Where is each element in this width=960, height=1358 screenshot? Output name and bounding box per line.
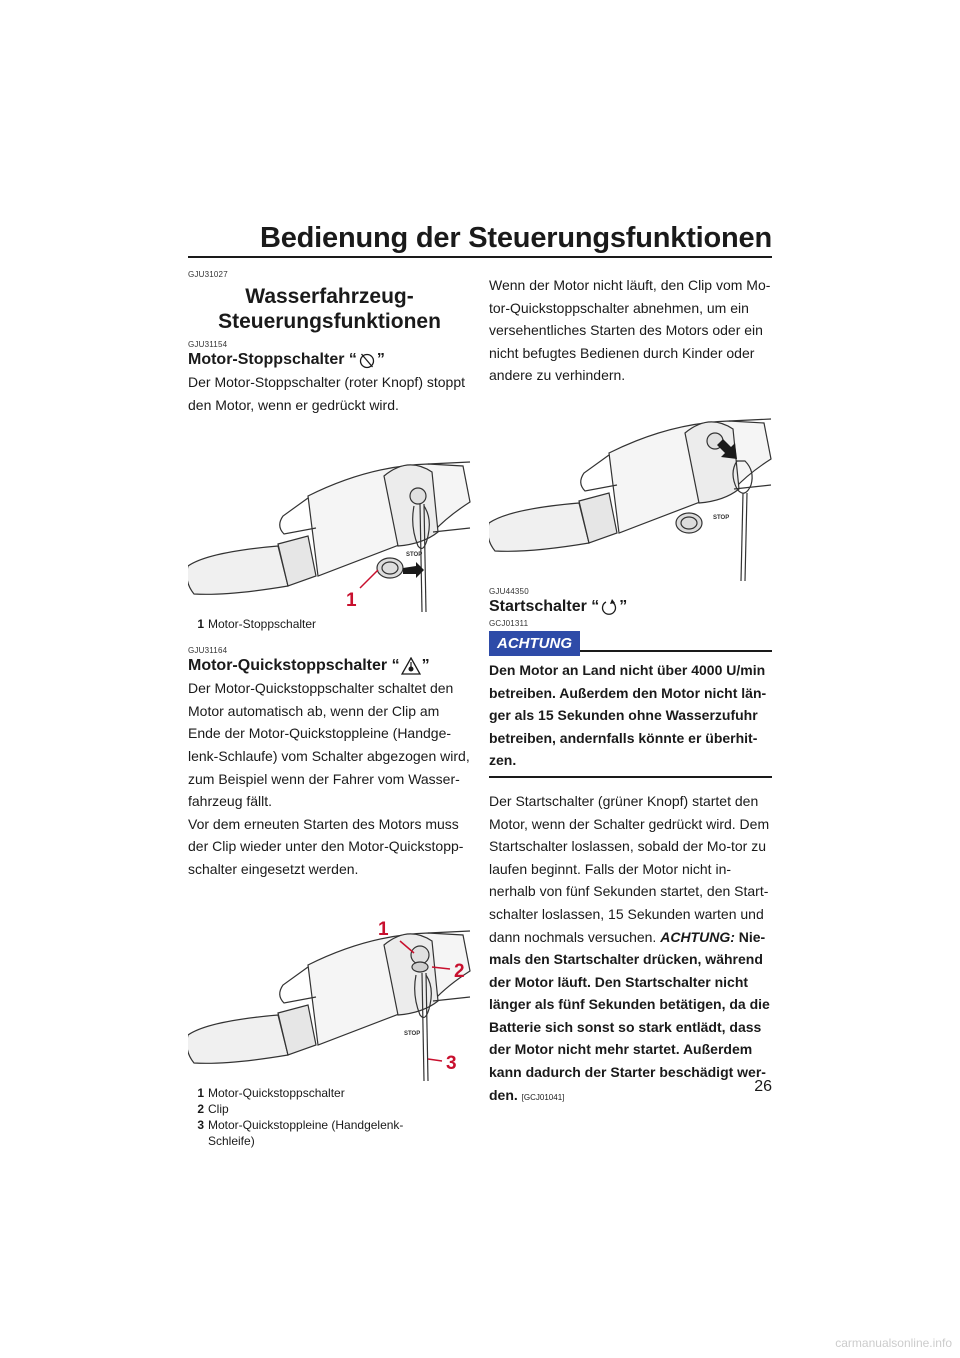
quickstop-heading [188,656,471,675]
stop-switch-heading-text: Motor-Stoppschalter “ [188,351,357,368]
page-header-title: Bedienung der Steuerungsfunktionen [260,222,772,254]
warning-code: [GCJ01041] [521,1092,565,1102]
start-switch-description: Der Startschalter (grüner Knopf) startet den Motor, wenn der Schalter gedrückt wird. Dem Startschalter loslassen, sobald der Mo-tor zu laufen beginnt. Falls der Motor nicht in-nerhalb von fünf Sekunden startet, den Start-schalter loslassen, 15 Sekunden warten und dann nochmals versuchen. [489,792,770,945]
quickstop-drawing [188,895,471,1085]
caption-number: 1 [197,617,204,632]
start-switch-code: GJU44350 [489,586,529,596]
quickstop-caption-3 [188,1117,471,1149]
stop-switch-illustration [188,436,471,616]
stop-switch-icon [358,351,376,369]
quickstop-heading-text: Motor-Quickstoppschalter “ [188,657,400,675]
stop-switch-code: GJU31154 [188,340,228,349]
caption-number: 3 [197,1117,204,1132]
right-column [489,274,772,1109]
watermark: carmanualsonline.info [835,1336,952,1350]
callout-quick-3: 3 [446,1052,457,1074]
quickstop-warning-icon [401,657,421,675]
quickstop-illustration [188,895,471,1085]
inline-achtung-label: ACHTUNG: [660,928,735,945]
quickstop-caption-1 [188,1085,471,1101]
caption-text: Motor-Stoppschalter [208,617,317,632]
left-column [188,270,471,1149]
quickstop-code: GJU31164 [188,646,228,656]
callout-quick-1: 1 [378,918,389,940]
notice-text: Den Motor an Land nicht über 4000 U/min betreiben. Außerdem den Motor nicht län-ger als 15 Sekunden ohne Wasserzufuhr betreiben, andernfalls könnte er überhit-zen. [489,661,767,769]
quickstop-text-1: Der Motor-Quickstoppschalter schaltet den Motor automatisch ab, wenn der Clip am Ende der Motor-Quickstoppleine (Handge-lenk-Schlaufe) vom Schalter abgezogen wird, zum Beispiel wenn der Fahrer vom Wasser-fahrzeug fällt. [188,680,470,810]
stop-switch-heading-close: ” [376,351,385,368]
quickstop-text-2: Vor dem erneuten Starten des Motors muss der Clip wieder unter den Motor-Quickstopp-schalter eingesetzt werden. [188,815,464,877]
caption-text: Clip [208,1101,229,1116]
notice-code: GCJ01311 [489,618,529,628]
quickstop-heading-close: ” [421,657,430,675]
stop-label: STOP [406,552,423,559]
callout-quick-2: 2 [454,960,465,982]
caption-number: 1 [197,1085,204,1100]
section-title [188,284,471,334]
handlebar-drawing [188,436,471,616]
stop-label-2: STOP [404,1030,421,1037]
caption-text: Motor-Quickstoppschalter [208,1085,345,1100]
notice-bottom-rule [489,776,772,778]
header-rule [188,256,772,258]
caption-text: Motor-Quickstoppleine (Handgelenk-Schleife) [208,1117,404,1148]
start-switch-heading [489,597,772,616]
achtung-badge: ACHTUNG [489,631,580,656]
clip-removal-drawing [489,413,772,583]
start-switch-warning: Nie-mals den Startschalter drücken, während der Motor läuft. Den Startschalter nicht länger als fünf Sekunden betätigen, da die Batterie sich sonst so stark entlädt, dass der Motor nicht mehr startet. Außerdem kann dadurch der Starter beschädigt wer-den. [489,928,770,1103]
start-switch-heading-close: ” [619,597,628,615]
start-switch-text [489,790,772,1109]
quickstop-caption-2 [188,1101,471,1117]
caption-number: 2 [197,1101,204,1116]
section-title-line-1: Wasserfahrzeug- [245,285,414,308]
callout-1: 1 [346,590,357,612]
stop-switch-caption [188,616,471,632]
stop-switch-heading [188,350,471,369]
clip-removal-illustration [489,413,772,583]
section-code: GJU31027 [188,270,228,279]
section-title-line-2: Steuerungsfunktionen [218,310,441,333]
clip-removal-text: Wenn der Motor nicht läuft, den Clip vom Mo-tor-Quickstoppschalter abnehmen, um ein versehentliches Starten des Motors oder ein nicht befugtes Bedienen durch Kinder oder andere zu verhindern. [489,277,771,384]
notice-header [489,631,772,656]
start-switch-heading-text: Startschalter “ [489,597,600,615]
page-number: 26 [754,1078,772,1095]
start-switch-icon [600,598,618,616]
notice-top-rule [580,650,772,652]
stop-label-3: STOP [713,514,730,521]
stop-switch-text: Der Motor-Stoppschalter (roter Knopf) stoppt den Motor, wenn er gedrückt wird. [188,374,466,413]
